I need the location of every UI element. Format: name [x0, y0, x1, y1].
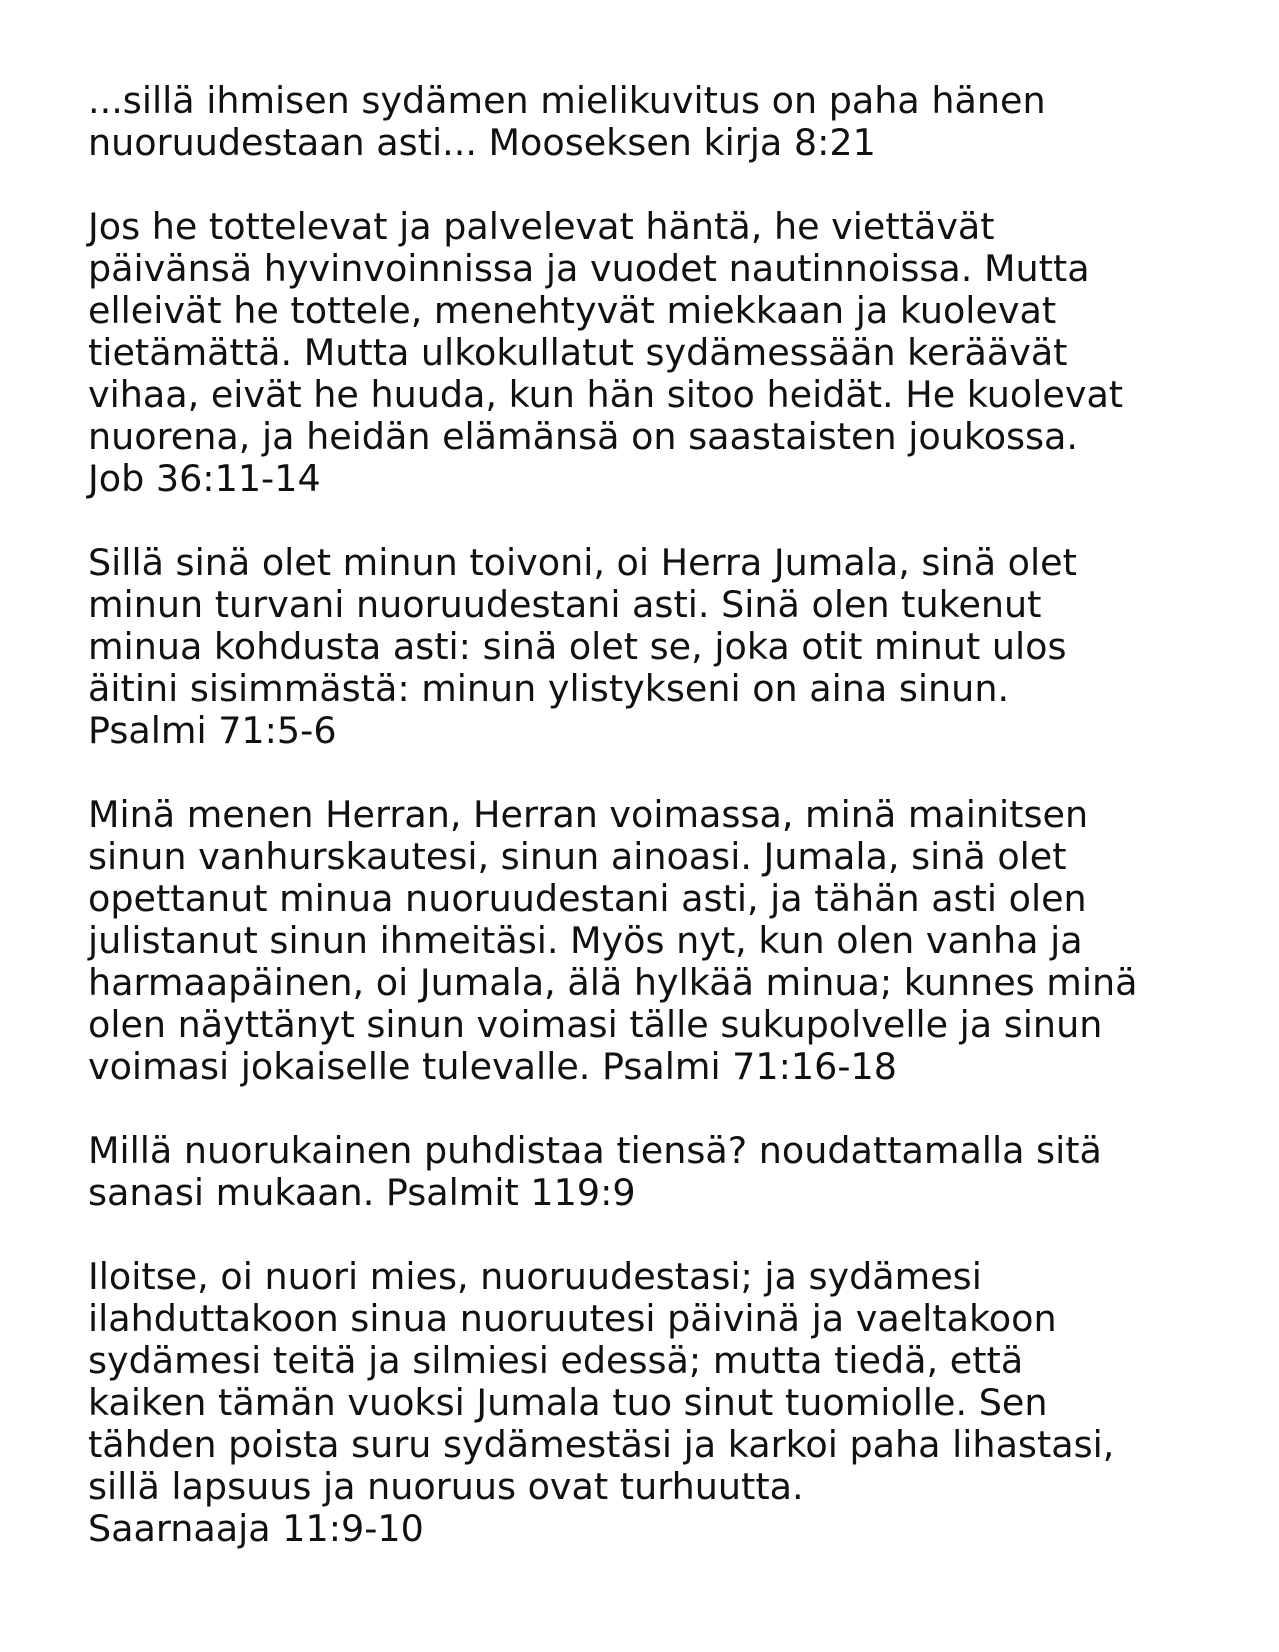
text-line: päivänsä hyvinvoinnissa ja vuodet nautinnoissa. Mutta	[88, 247, 1090, 290]
text-line: Psalmi 71:5-6	[88, 709, 337, 752]
text-line: Millä nuorukainen puhdistaa tiensä? noudattamalla sitä	[88, 1129, 1102, 1172]
text-line: tietämättä. Mutta ulkokullatut sydämessään keräävät	[88, 331, 1068, 374]
text-line: kaiken tämän vuoksi Jumala tuo sinut tuomiolle. Sen	[88, 1381, 1048, 1424]
text-line: tähden poista suru sydämestäsi ja karkoi paha lihastasi,	[88, 1423, 1115, 1466]
passage-psalm-119-9	[88, 1130, 1218, 1214]
text-line: sydämesi teitä ja silmiesi edessä; mutta tiedä, että	[88, 1339, 1024, 1382]
text-line: vihaa, eivät he huuda, kun hän sitoo heidät. He kuolevat	[88, 373, 1124, 416]
text-line: Saarnaaja 11:9-10	[88, 1507, 424, 1550]
document-page	[88, 80, 1218, 1592]
passage-psalm-71-5-6	[88, 542, 1218, 752]
text-line: olen näyttänyt sinun voimasi tälle sukupolvelle ja sinun	[88, 1003, 1103, 1046]
text-line: äitini sisimmästä: minun ylistykseni on aina sinun.	[88, 667, 1010, 710]
text-line: ...sillä ihmisen sydämen mielikuvitus on paha hänen	[88, 79, 1046, 122]
text-line: Sillä sinä olet minun toivoni, oi Herra Jumala, sinä olet	[88, 541, 1077, 584]
text-line: Minä menen Herran, Herran voimassa, minä mainitsen	[88, 793, 1089, 836]
text-line: Iloitse, oi nuori mies, nuoruudestasi; ja sydämesi	[88, 1255, 982, 1298]
text-line: sinun vanhurskautesi, sinun ainoasi. Jumala, sinä olet	[88, 835, 1067, 878]
text-line: Jos he tottelevat ja palvelevat häntä, he viettävät	[88, 205, 995, 248]
text-line: julistanut sinun ihmeitäsi. Myös nyt, kun olen vanha ja	[88, 919, 1083, 962]
passage-ecclesiastes-11-9-10	[88, 1256, 1218, 1550]
passage-psalm-71-16-18	[88, 794, 1218, 1088]
text-line: ilahduttakoon sinua nuoruutesi päivinä ja vaeltakoon	[88, 1297, 1057, 1340]
text-line: nuoruudestaan asti... Mooseksen kirja 8:21	[88, 121, 876, 164]
text-line: minun turvani nuoruudestani asti. Sinä olen tukenut	[88, 583, 1042, 626]
text-line: elleivät he tottele, menehtyvät miekkaan ja kuolevat	[88, 289, 1057, 332]
text-line: voimasi jokaiselle tulevalle. Psalmi 71:16-18	[88, 1045, 897, 1088]
text-line: Job 36:11-14	[88, 457, 321, 500]
text-line: harmaapäinen, oi Jumala, älä hylkää minua; kunnes minä	[88, 961, 1138, 1004]
text-line: opettanut minua nuoruudestani asti, ja tähän asti olen	[88, 877, 1087, 920]
passage-job-36-11-14	[88, 206, 1218, 500]
passage-genesis-8-21	[88, 80, 1218, 164]
text-line: minua kohdusta asti: sinä olet se, joka otit minut ulos	[88, 625, 1067, 668]
text-line: sillä lapsuus ja nuoruus ovat turhuutta.	[88, 1465, 804, 1508]
text-line: sanasi mukaan. Psalmit 119:9	[88, 1171, 636, 1214]
text-line: nuorena, ja heidän elämänsä on saastaisten joukossa.	[88, 415, 1079, 458]
